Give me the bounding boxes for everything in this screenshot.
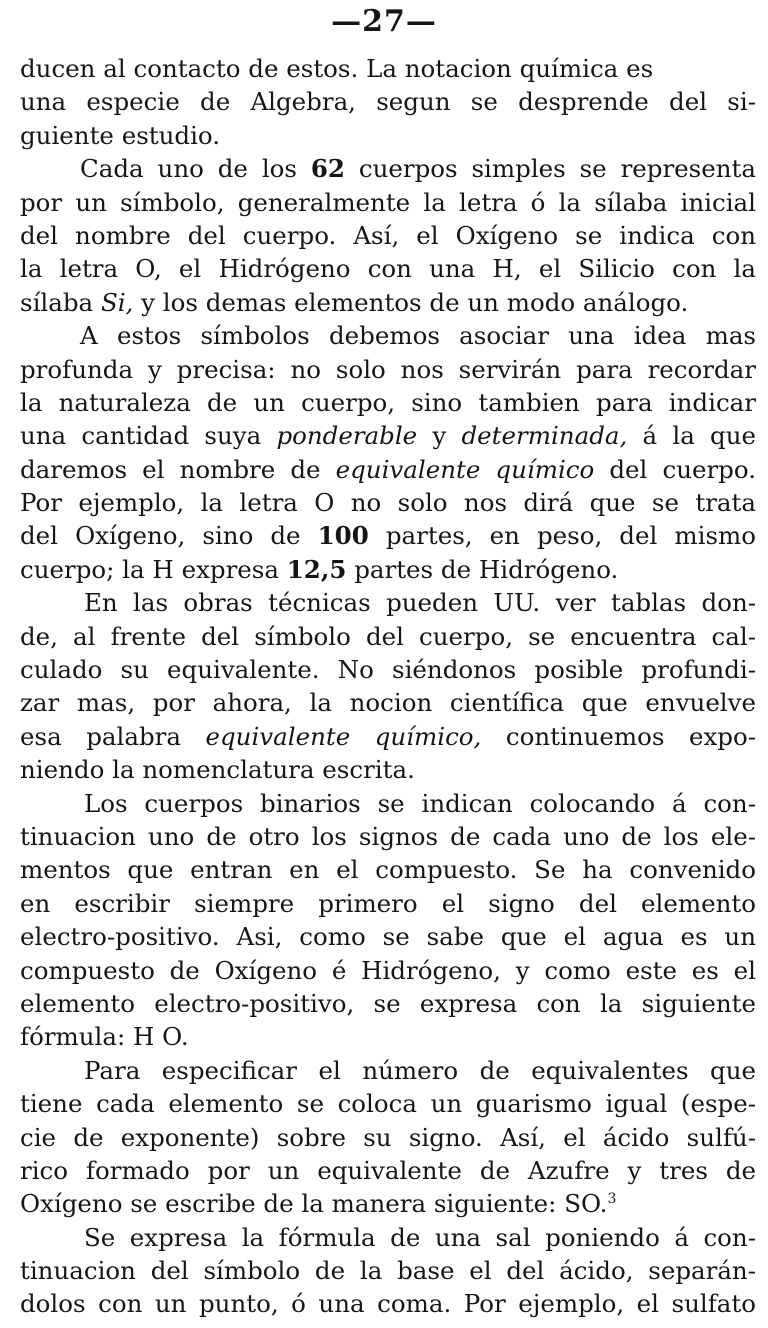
text-line: fórmula: H O. [20, 1022, 189, 1052]
text-line: electro-positivo. Asi, como se sabe que el agua es un [20, 922, 756, 952]
text-line: zar mas, por ahora, la nocion científica que envuelve [20, 688, 756, 718]
text-line: del Oxígeno, sino de 100 partes, en peso, del mismo [20, 521, 757, 551]
text-line: sílaba Si, y los demas elementos de un modo análogo. [20, 287, 689, 317]
text-line: una especie de Algebra, segun se desprende del si- [20, 87, 756, 117]
page-number: —27— [331, 4, 437, 39]
text-line: guiente estudio. [20, 120, 221, 150]
text-line: elemento electro-positivo, se expresa con la siguiente [20, 988, 756, 1018]
text-line: A estos símbolos debemos asociar una idea mas [80, 321, 756, 351]
text-line: tinuacion del símbolo de la base el del ácido, separán- [20, 1256, 756, 1286]
text-line: tinuacion uno de otro los signos de cada uno de los ele- [20, 821, 756, 851]
text-line: cie de exponente) sobre su signo. Así, el ácido sulfú- [20, 1122, 756, 1152]
text-line: daremos el nombre de equivalente químico del cuerpo. [20, 454, 756, 484]
text-line: niendo la nomenclatura escrita. [20, 755, 415, 785]
body-text [20, 52, 756, 1321]
text-line: de, al frente del símbolo del cuerpo, se encuentra cal- [20, 621, 756, 651]
text-line: por un símbolo, generalmente la letra ó la sílaba inicial [20, 187, 756, 217]
text-line: cuerpo; la H expresa 12,5 partes de Hidrógeno. [20, 554, 619, 584]
text-line: Cada uno de los 62 cuerpos simples se representa [80, 154, 756, 184]
text-line: Los cuerpos binarios se indican colocando á con- [84, 788, 756, 818]
text-line: compuesto de Oxígeno é Hidrógeno, y como este es el [20, 955, 756, 985]
text-line: profunda y precisa: no solo nos servirán para recordar [20, 354, 756, 384]
text-line: Para especificar el número de equivalentes que [84, 1055, 756, 1085]
text-line: dolos con un punto, ó una coma. Por ejemplo, el sulfato [20, 1289, 756, 1319]
text-line: tiene cada elemento se coloca un guarismo igual (espe- [20, 1089, 756, 1119]
text-line: En las obras técnicas pueden UU. ver tablas don- [84, 588, 756, 618]
text-line: una cantidad suya ponderable y determinada, á la que [20, 421, 757, 451]
text-line: del nombre del cuerpo. Así, el Oxígeno se indica con [20, 220, 756, 250]
text-line: mentos que entran en el compuesto. Se ha convenido [20, 855, 756, 885]
text-line: Se expresa la fórmula de una sal poniendo á con- [84, 1222, 756, 1252]
text-line: Por ejemplo, la letra O no solo nos dirá que se trata [20, 488, 756, 518]
text-line: en escribir siempre primero el signo del elemento [20, 888, 756, 918]
text-line: ducen al contacto de estos. La notacion química es [20, 54, 654, 83]
text-line: la naturaleza de un cuerpo, sino tambien para indicar [20, 387, 756, 417]
text-line: rico formado por un equivalente de Azufre y tres de [20, 1155, 756, 1185]
text-line: esa palabra equivalente químico, continuemos expo- [20, 721, 756, 751]
text-line: la letra O, el Hidrógeno con una H, el Silicio con la [20, 254, 756, 284]
text-line: culado su equivalente. No siéndonos posible profundi- [20, 655, 756, 685]
text-line: Oxígeno se escribe de la manera siguiente: SO.$^3$ [20, 1189, 617, 1219]
